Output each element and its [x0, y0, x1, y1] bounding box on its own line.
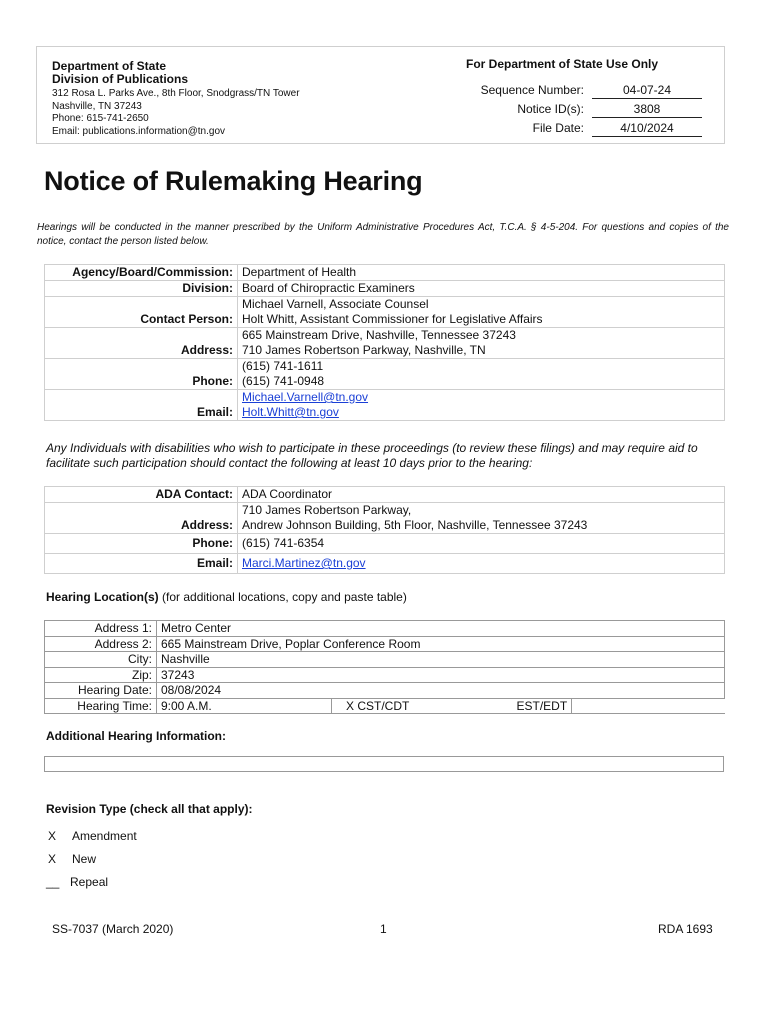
use-only-heading: For Department of State Use Only: [466, 57, 659, 71]
hearing-address1-value[interactable]: Metro Center: [157, 621, 725, 637]
tz-est-label: EST/EDT: [517, 699, 573, 714]
sequence-label: Sequence Number:: [480, 83, 584, 97]
hearing-date-value[interactable]: 08/08/2024: [157, 683, 725, 699]
hearing-address1-row: [45, 621, 725, 637]
phone-value-1: (615) 741-1611: [242, 359, 324, 373]
address-label: Address:: [45, 328, 238, 359]
hearing-address2-label: Address 2:: [45, 636, 157, 652]
division-value[interactable]: Board of Chiropractic Examiners: [238, 281, 725, 297]
division-name: Division of Publications: [52, 72, 189, 86]
sequence-number-row: [440, 83, 702, 101]
hearing-city-value[interactable]: Nashville: [157, 652, 725, 668]
agency-row: [45, 265, 725, 281]
additional-info-title: Additional Hearing Information:: [46, 729, 226, 743]
revision-amendment-mark: X: [48, 829, 57, 843]
hearing-zip-row: [45, 667, 725, 683]
ada-email-link[interactable]: Marci.Martinez@tn.gov: [242, 556, 366, 570]
revision-repeal-label: Repeal: [70, 875, 109, 889]
address-value-2: 710 James Robertson Parkway, Nashville, TN: [242, 343, 486, 357]
publisher-address2: Nashville, TN 37243: [52, 100, 142, 112]
hearing-time-row: [45, 698, 725, 714]
footer-form-id: SS-7037 (March 2020): [52, 922, 174, 936]
hearing-time-label: Hearing Time:: [45, 698, 157, 714]
ada-phone-row: [45, 534, 725, 554]
hearing-date-row: [45, 683, 725, 699]
hearing-table: [44, 620, 725, 714]
hearing-location-title-note: (for additional locations, copy and paste table): [158, 590, 407, 604]
tz-est-option[interactable]: [503, 698, 725, 714]
file-date-label: File Date:: [532, 121, 584, 135]
ada-note: Any Individuals with disabilities who wish to participate in these proceedings (to review these filings) and may require aid to facilitate such participation should contact the following at least 10 days prior to the hearing:: [46, 441, 698, 470]
revision-amendment-label: Amendment: [72, 829, 137, 843]
publisher-phone: Phone: 615-741-2650: [52, 113, 149, 124]
email-label: Email:: [45, 390, 238, 421]
ada-address-value[interactable]: [238, 503, 725, 534]
address-value-1: 665 Mainstream Drive, Nashville, Tennessee 37243: [242, 328, 516, 342]
footer-page-number: 1: [380, 922, 387, 936]
ada-address-row: [45, 503, 725, 534]
hearing-address2-row: [45, 636, 725, 652]
hearing-zip-value[interactable]: 37243: [157, 667, 725, 683]
file-date-row: [440, 121, 702, 139]
ada-email-value: [238, 554, 725, 574]
ada-contact-label: ADA Contact:: [45, 487, 238, 503]
agency-label: Agency/Board/Commission:: [45, 265, 238, 281]
additional-info-field[interactable]: [44, 756, 724, 772]
hearing-address1-label: Address 1:: [45, 621, 157, 637]
contact-row: [45, 297, 725, 328]
contact-label: Contact Person:: [45, 297, 238, 328]
ada-address-value-2: Andrew Johnson Building, 5th Floor, Nashville, Tennessee 37243: [242, 518, 588, 532]
contact-value[interactable]: [238, 297, 725, 328]
header-publisher-info: [52, 60, 300, 138]
page-title: Notice of Rulemaking Hearing: [44, 166, 423, 196]
notice-value[interactable]: 3808: [592, 102, 702, 118]
revision-amendment[interactable]: [48, 829, 137, 843]
revision-new[interactable]: [48, 852, 96, 866]
revision-type-title: Revision Type (check all that apply):: [46, 802, 253, 816]
ada-phone-label: Phone:: [45, 534, 238, 554]
agency-table: [44, 264, 725, 421]
ada-email-row: [45, 554, 725, 574]
sequence-value[interactable]: 04-07-24: [592, 83, 702, 99]
hearing-zip-label: Zip:: [45, 667, 157, 683]
dept-name: Department of State: [52, 59, 167, 73]
ada-email-label: Email:: [45, 554, 238, 574]
division-row: [45, 281, 725, 297]
revision-new-mark: X: [48, 852, 57, 866]
contact-value-1: Michael Varnell, Associate Counsel: [242, 297, 429, 311]
hearing-city-label: City:: [45, 652, 157, 668]
phone-value[interactable]: [238, 359, 725, 390]
hearing-time-value[interactable]: 9:00 A.M.: [157, 698, 332, 714]
address-row: [45, 328, 725, 359]
hearing-location-title: [46, 590, 407, 604]
email-link-1[interactable]: Michael.Varnell@tn.gov: [242, 390, 369, 404]
email-value: [238, 390, 725, 421]
revision-new-label: New: [72, 852, 97, 866]
ada-address-label: Address:: [45, 503, 238, 534]
publisher-email: Email: publications.information@tn.gov: [52, 125, 226, 137]
intro-text: Hearings will be conducted in the manner prescribed by the Uniform Administrative Procedures Act, T.C.A. § 4-5-204. For questions and copies of the notice, contact the person listed below.: [37, 222, 729, 247]
division-label: Division:: [45, 281, 238, 297]
phone-value-2: (615) 741-0948: [242, 374, 325, 388]
hearing-date-label: Hearing Date:: [45, 683, 157, 699]
phone-label: Phone:: [45, 359, 238, 390]
ada-table: [44, 486, 725, 574]
file-date-value[interactable]: 4/10/2024: [592, 121, 702, 137]
hearing-address2-value[interactable]: 665 Mainstream Drive, Poplar Conference Room: [157, 636, 725, 652]
address-value[interactable]: [238, 328, 725, 359]
email-link-2[interactable]: Holt.Whitt@tn.gov: [242, 405, 339, 419]
email-row: [45, 390, 725, 421]
hearing-location-title-bold: Hearing Location(s): [46, 590, 159, 604]
phone-row: [45, 359, 725, 390]
ada-phone-value[interactable]: (615) 741-6354: [238, 534, 725, 554]
notice-label: Notice ID(s):: [517, 102, 584, 116]
ada-contact-row: [45, 487, 725, 503]
hearing-city-row: [45, 652, 725, 668]
revision-repeal[interactable]: [46, 875, 108, 889]
publisher-address1: 312 Rosa L. Parks Ave., 8th Floor, Snodgrass/TN Tower: [52, 88, 300, 99]
ada-address-value-1: 710 James Robertson Parkway,: [242, 503, 412, 517]
agency-value[interactable]: Department of Health: [238, 265, 725, 281]
ada-contact-value[interactable]: ADA Coordinator: [238, 487, 725, 503]
tz-cst-option[interactable]: X CST/CDT: [332, 698, 503, 714]
footer-rda: RDA 1693: [658, 922, 713, 936]
notice-id-row: [440, 102, 702, 120]
revision-repeal-mark: __: [46, 875, 60, 889]
contact-value-2: Holt Whitt, Assistant Commissioner for Legislative Affairs: [242, 312, 543, 326]
